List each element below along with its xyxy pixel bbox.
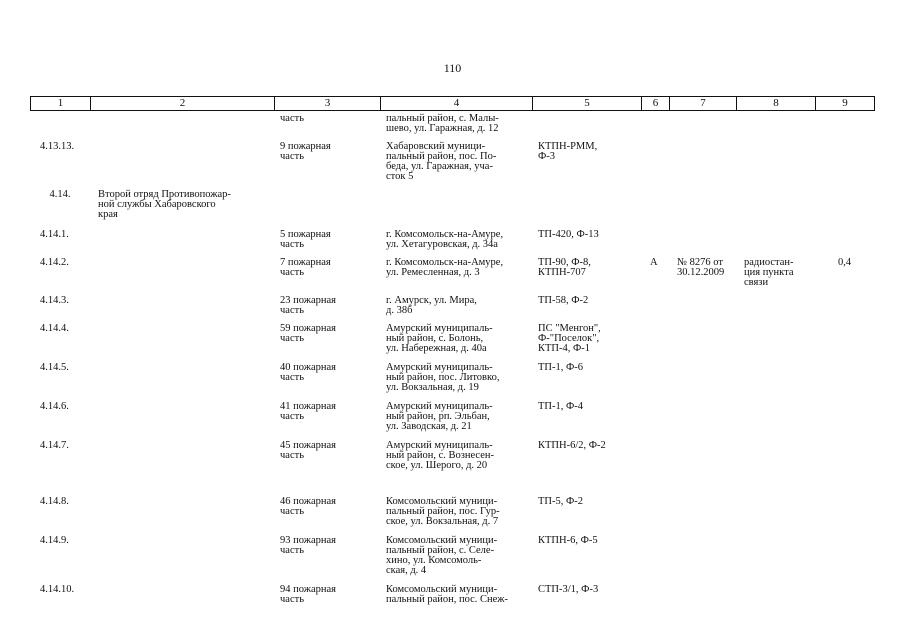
- row-fire-unit: 9 пожарная часть: [280, 141, 331, 162]
- row-power-source: СТП-3/1, Ф-3: [538, 584, 599, 595]
- page-number: 110: [443, 61, 462, 75]
- row-number: 4.14.1.: [40, 229, 69, 240]
- row-address: Хабаровский муници- пальный район, пос. По- беда, ул. Гаражная, уча- сток 5: [386, 141, 497, 182]
- row-fire-unit: 23 пожарная часть: [280, 295, 337, 316]
- row-number: 4.14.: [49, 189, 71, 200]
- row-address: Амурский муниципаль- ный район, пос. Литовко, ул. Вокзальная, д. 19: [386, 362, 500, 393]
- column-header-9: 9: [842, 97, 848, 109]
- row-power-source: ТП-420, Ф-13: [538, 229, 599, 240]
- row-fire-unit: часть: [280, 113, 304, 124]
- row-consumer: радиостан- ция пункта связи: [744, 257, 794, 288]
- row-category: А: [650, 257, 658, 268]
- row-power-source: ТП-5, Ф-2: [538, 496, 584, 507]
- row-address: г. Амурск, ул. Мира, д. 38б: [386, 295, 477, 316]
- row-number: 4.14.9.: [40, 535, 69, 546]
- row-number: 4.14.6.: [40, 401, 69, 412]
- row-number: 4.14.4.: [40, 323, 69, 334]
- column-header-8: 8: [737, 97, 816, 110]
- row-number: 4.13.13.: [40, 141, 75, 152]
- row-power-source: КТПН-6, Ф-5: [538, 535, 598, 546]
- row-fire-unit: 94 пожарная часть: [280, 584, 337, 605]
- row-address: Амурский муниципаль- ный район, рп. Эльбан, ул. Заводская, д. 21: [386, 401, 493, 432]
- row-power-source: КТПН-6/2, Ф-2: [538, 440, 606, 451]
- row-fire-unit: 59 пожарная часть: [280, 323, 337, 344]
- row-fire-unit: 5 пожарная часть: [280, 229, 331, 250]
- row-voltage: 0,4: [838, 257, 852, 268]
- row-power-source: ТП-90, Ф-8, КТПН-707: [538, 257, 591, 278]
- row-fire-unit: 93 пожарная часть: [280, 535, 337, 556]
- row-address: Комсомольский муници- пальный район, пос. Гур- ское, ул. Вокзальная, д. 7: [386, 496, 500, 527]
- row-fire-unit: 40 пожарная часть: [280, 362, 337, 383]
- row-address: Комсомольский муници- пальный район, пос. Снеж-: [386, 584, 509, 605]
- row-number: 4.14.7.: [40, 440, 69, 451]
- row-power-source: КТПН-РММ, Ф-3: [538, 141, 598, 162]
- row-fire-unit: 7 пожарная часть: [280, 257, 331, 278]
- row-power-source: ТП-1, Ф-4: [538, 401, 584, 412]
- row-document: № 8276 от 30.12.2009: [677, 257, 725, 278]
- row-address: Амурский муниципаль- ный район, с. Вознесен- ское, ул. Шерого, д. 20: [386, 440, 494, 471]
- column-header-4: 4: [381, 97, 533, 110]
- column-header-3: 3: [275, 97, 381, 110]
- column-header-5: 5: [533, 97, 642, 110]
- column-header-1: 1: [31, 97, 91, 110]
- column-header-2: 2: [91, 97, 275, 110]
- row-address: Комсомольский муници- пальный район, с. Селе- хино, ул. Комсомоль- ская, д. 4: [386, 535, 498, 576]
- row-fire-unit: 41 пожарная часть: [280, 401, 337, 422]
- row-power-source: ПС "Менгон", Ф-"Поселок", КТП-4, Ф-1: [538, 323, 601, 354]
- row-fire-unit: 45 пожарная часть: [280, 440, 337, 461]
- row-address: Амурский муниципаль- ный район, с. Болонь, ул. Набережная, д. 40а: [386, 323, 493, 354]
- row-address: г. Комсомольск-на-Амуре, ул. Ремесленная, д. 3: [386, 257, 504, 278]
- row-number: 4.14.2.: [40, 257, 69, 268]
- column-header-6: 6: [642, 97, 670, 110]
- row-number: 4.14.5.: [40, 362, 69, 373]
- row-address: пальный район, с. Малы- шево, ул. Гаражная, д. 12: [386, 113, 499, 134]
- row-power-source: ТП-58, Ф-2: [538, 295, 589, 306]
- table-header: [30, 96, 875, 111]
- row-number: 4.14.8.: [40, 496, 69, 507]
- row-address: г. Комсомольск-на-Амуре, ул. Хетагуровская, д. 34а: [386, 229, 504, 250]
- row-power-source: ТП-1, Ф-6: [538, 362, 584, 373]
- row-number: 4.14.3.: [40, 295, 69, 306]
- row-section-title: Второй отряд Противопожар- ной службы Хабаровского края: [98, 189, 231, 220]
- column-header-7: 7: [670, 97, 737, 110]
- row-number: 4.14.10.: [40, 584, 75, 595]
- row-fire-unit: 46 пожарная часть: [280, 496, 337, 517]
